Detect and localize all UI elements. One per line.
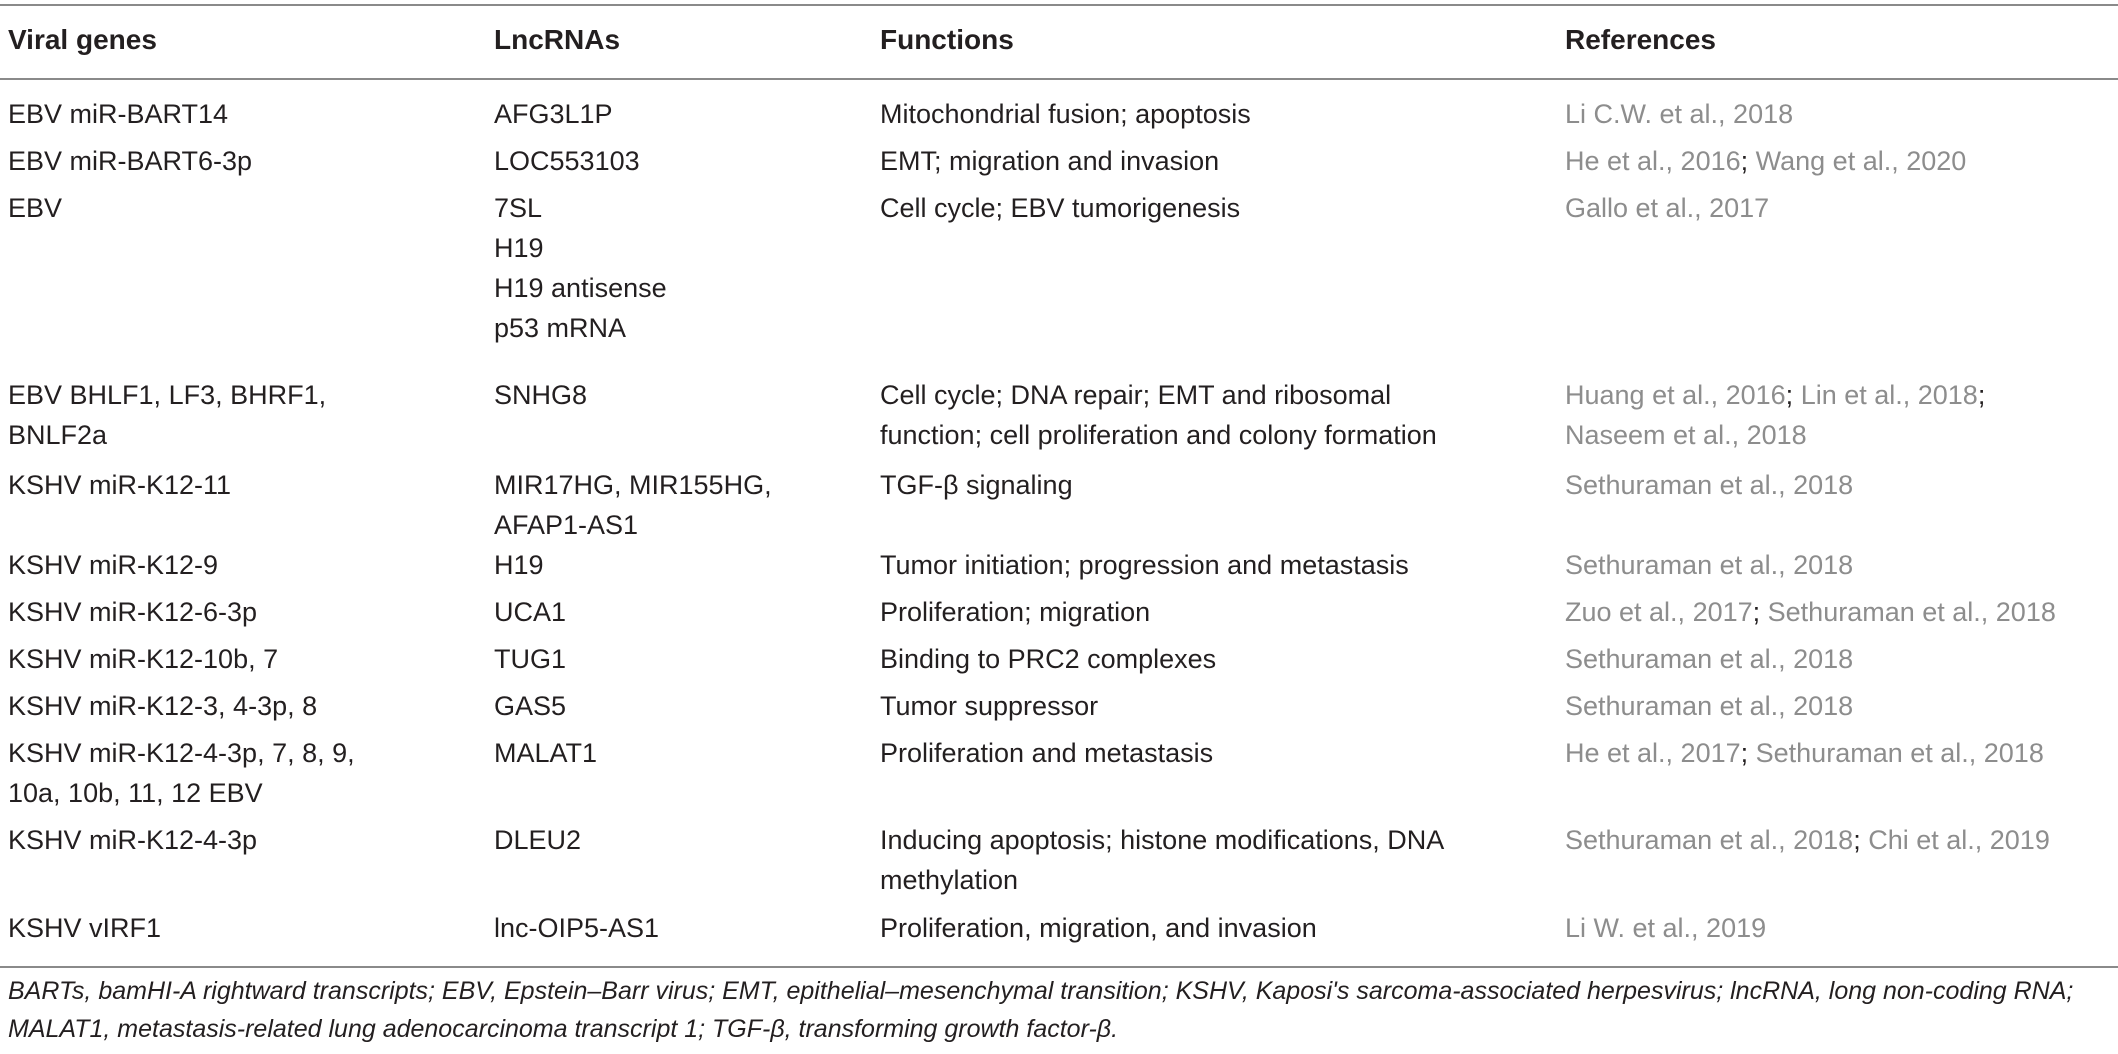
table-top-rule	[0, 4, 2118, 6]
cell-viral-genes: KSHV miR-K12-6-3p	[8, 597, 258, 627]
cell-references	[1565, 686, 2110, 726]
cell-references	[1565, 545, 2110, 585]
reference-separator: ;	[1740, 738, 1756, 768]
reference-link[interactable]: Sethuraman et al., 2018	[1565, 470, 1854, 500]
cell-references	[1565, 639, 2110, 679]
reference-link[interactable]: Naseem et al., 2018	[1565, 420, 1807, 450]
cell-lncrnas: AFG3L1P	[494, 99, 613, 129]
cell-functions: Proliferation; migration	[880, 597, 1151, 627]
reference-link[interactable]: Li C.W. et al., 2018	[1565, 99, 1794, 129]
cell-functions: Inducing apoptosis; histone modifications, DNA methylation	[880, 825, 1445, 895]
reference-separator: ;	[1977, 380, 1986, 410]
cell-viral-genes: EBV	[8, 193, 63, 223]
cell-functions: Mitochondrial fusion; apoptosis	[880, 99, 1251, 129]
header-references: References	[1565, 24, 1716, 55]
reference-link[interactable]: Sethuraman et al., 2018	[1565, 691, 1854, 721]
cell-lncrnas: SNHG8	[494, 380, 588, 410]
cell-functions: EMT; migration and invasion	[880, 146, 1220, 176]
cell-lncrnas: DLEU2	[494, 825, 582, 855]
cell-lncrnas: 7SL H19 H19 antisense p53 mRNA	[494, 193, 667, 343]
cell-functions: Proliferation, migration, and invasion	[880, 913, 1317, 943]
cell-functions: TGF-β signaling	[880, 470, 1073, 500]
reference-link[interactable]: He et al., 2017	[1565, 738, 1741, 768]
header-viral-genes: Viral genes	[8, 24, 157, 55]
reference-link[interactable]: Sethuraman et al., 2018	[1565, 550, 1854, 580]
reference-link[interactable]: Huang et al., 2016	[1565, 380, 1786, 410]
reference-link[interactable]: Wang et al., 2020	[1755, 146, 1967, 176]
reference-separator: ;	[1785, 380, 1801, 410]
reference-link[interactable]: Lin et al., 2018	[1800, 380, 1978, 410]
reference-link[interactable]: Sethuraman et al., 2018	[1767, 597, 2056, 627]
cell-viral-genes: KSHV vIRF1	[8, 913, 162, 943]
cell-viral-genes: EBV miR-BART14	[8, 99, 229, 129]
table-footnote: BARTs, bamHI-A rightward transcripts; EBV, Epstein–Barr virus; EMT, epithelial–mesenchymal transition; KSHV, Kaposi's sarcoma-associated herpesvirus; lncRNA, long non-coding RNA; MALAT1, metastasis-related lung adenocarcinoma transcript 1; TGF-β, transforming growth factor-β.	[8, 977, 2074, 1043]
cell-references	[1565, 375, 2110, 455]
reference-separator: ;	[1752, 597, 1768, 627]
reference-link[interactable]: Sethuraman et al., 2018	[1755, 738, 2044, 768]
reference-link[interactable]: Zuo et al., 2017	[1565, 597, 1753, 627]
cell-viral-genes: KSHV miR-K12-4-3p	[8, 825, 258, 855]
cell-viral-genes: EBV miR-BART6-3p	[8, 146, 253, 176]
reference-link[interactable]: Li W. et al., 2019	[1565, 913, 1767, 943]
table-bottom-rule	[0, 966, 2118, 968]
cell-functions: Proliferation and metastasis	[880, 738, 1214, 768]
reference-link[interactable]: Sethuraman et al., 2018	[1565, 644, 1854, 674]
reference-link[interactable]: He et al., 2016	[1565, 146, 1741, 176]
cell-references	[1565, 908, 2110, 948]
cell-lncrnas: H19	[494, 550, 544, 580]
cell-references	[1565, 820, 2110, 860]
cell-viral-genes: EBV BHLF1, LF3, BHRF1, BNLF2a	[8, 380, 327, 450]
reference-link[interactable]: Chi et al., 2019	[1868, 825, 2050, 855]
table-header-rule	[0, 78, 2118, 80]
cell-lncrnas: MIR17HG, MIR155HG, AFAP1-AS1	[494, 470, 772, 540]
cell-viral-genes: KSHV miR-K12-3, 4-3p, 8	[8, 691, 318, 721]
cell-viral-genes: KSHV miR-K12-10b, 7	[8, 644, 279, 674]
cell-lncrnas: UCA1	[494, 597, 567, 627]
cell-functions: Cell cycle; EBV tumorigenesis	[880, 193, 1241, 223]
reference-separator: ;	[1740, 146, 1756, 176]
cell-viral-genes: KSHV miR-K12-11	[8, 470, 232, 500]
cell-lncrnas: MALAT1	[494, 738, 598, 768]
cell-references	[1565, 592, 2110, 632]
cell-references	[1565, 94, 2110, 134]
cell-viral-genes: KSHV miR-K12-4-3p, 7, 8, 9, 10a, 10b, 11, 12 EBV	[8, 738, 355, 808]
cell-functions: Binding to PRC2 complexes	[880, 644, 1217, 674]
cell-references	[1565, 141, 2110, 181]
reference-link[interactable]: Gallo et al., 2017	[1565, 193, 1770, 223]
cell-functions: Tumor initiation; progression and metastasis	[880, 550, 1409, 580]
reference-separator: ;	[1853, 825, 1869, 855]
cell-lncrnas: LOC553103	[494, 146, 640, 176]
cell-lncrnas: GAS5	[494, 691, 567, 721]
cell-references	[1565, 733, 2110, 773]
cell-references	[1565, 465, 2110, 505]
cell-references	[1565, 188, 2110, 228]
header-functions: Functions	[880, 24, 1014, 55]
cell-lncrnas: TUG1	[494, 644, 567, 674]
cell-functions: Tumor suppressor	[880, 691, 1099, 721]
cell-viral-genes: KSHV miR-K12-9	[8, 550, 219, 580]
cell-functions: Cell cycle; DNA repair; EMT and ribosomal function; cell proliferation and colony formation	[880, 380, 1437, 450]
header-lncrnas: LncRNAs	[494, 24, 621, 55]
cell-lncrnas: lnc-OIP5-AS1	[494, 913, 660, 943]
reference-link[interactable]: Sethuraman et al., 2018	[1565, 825, 1854, 855]
